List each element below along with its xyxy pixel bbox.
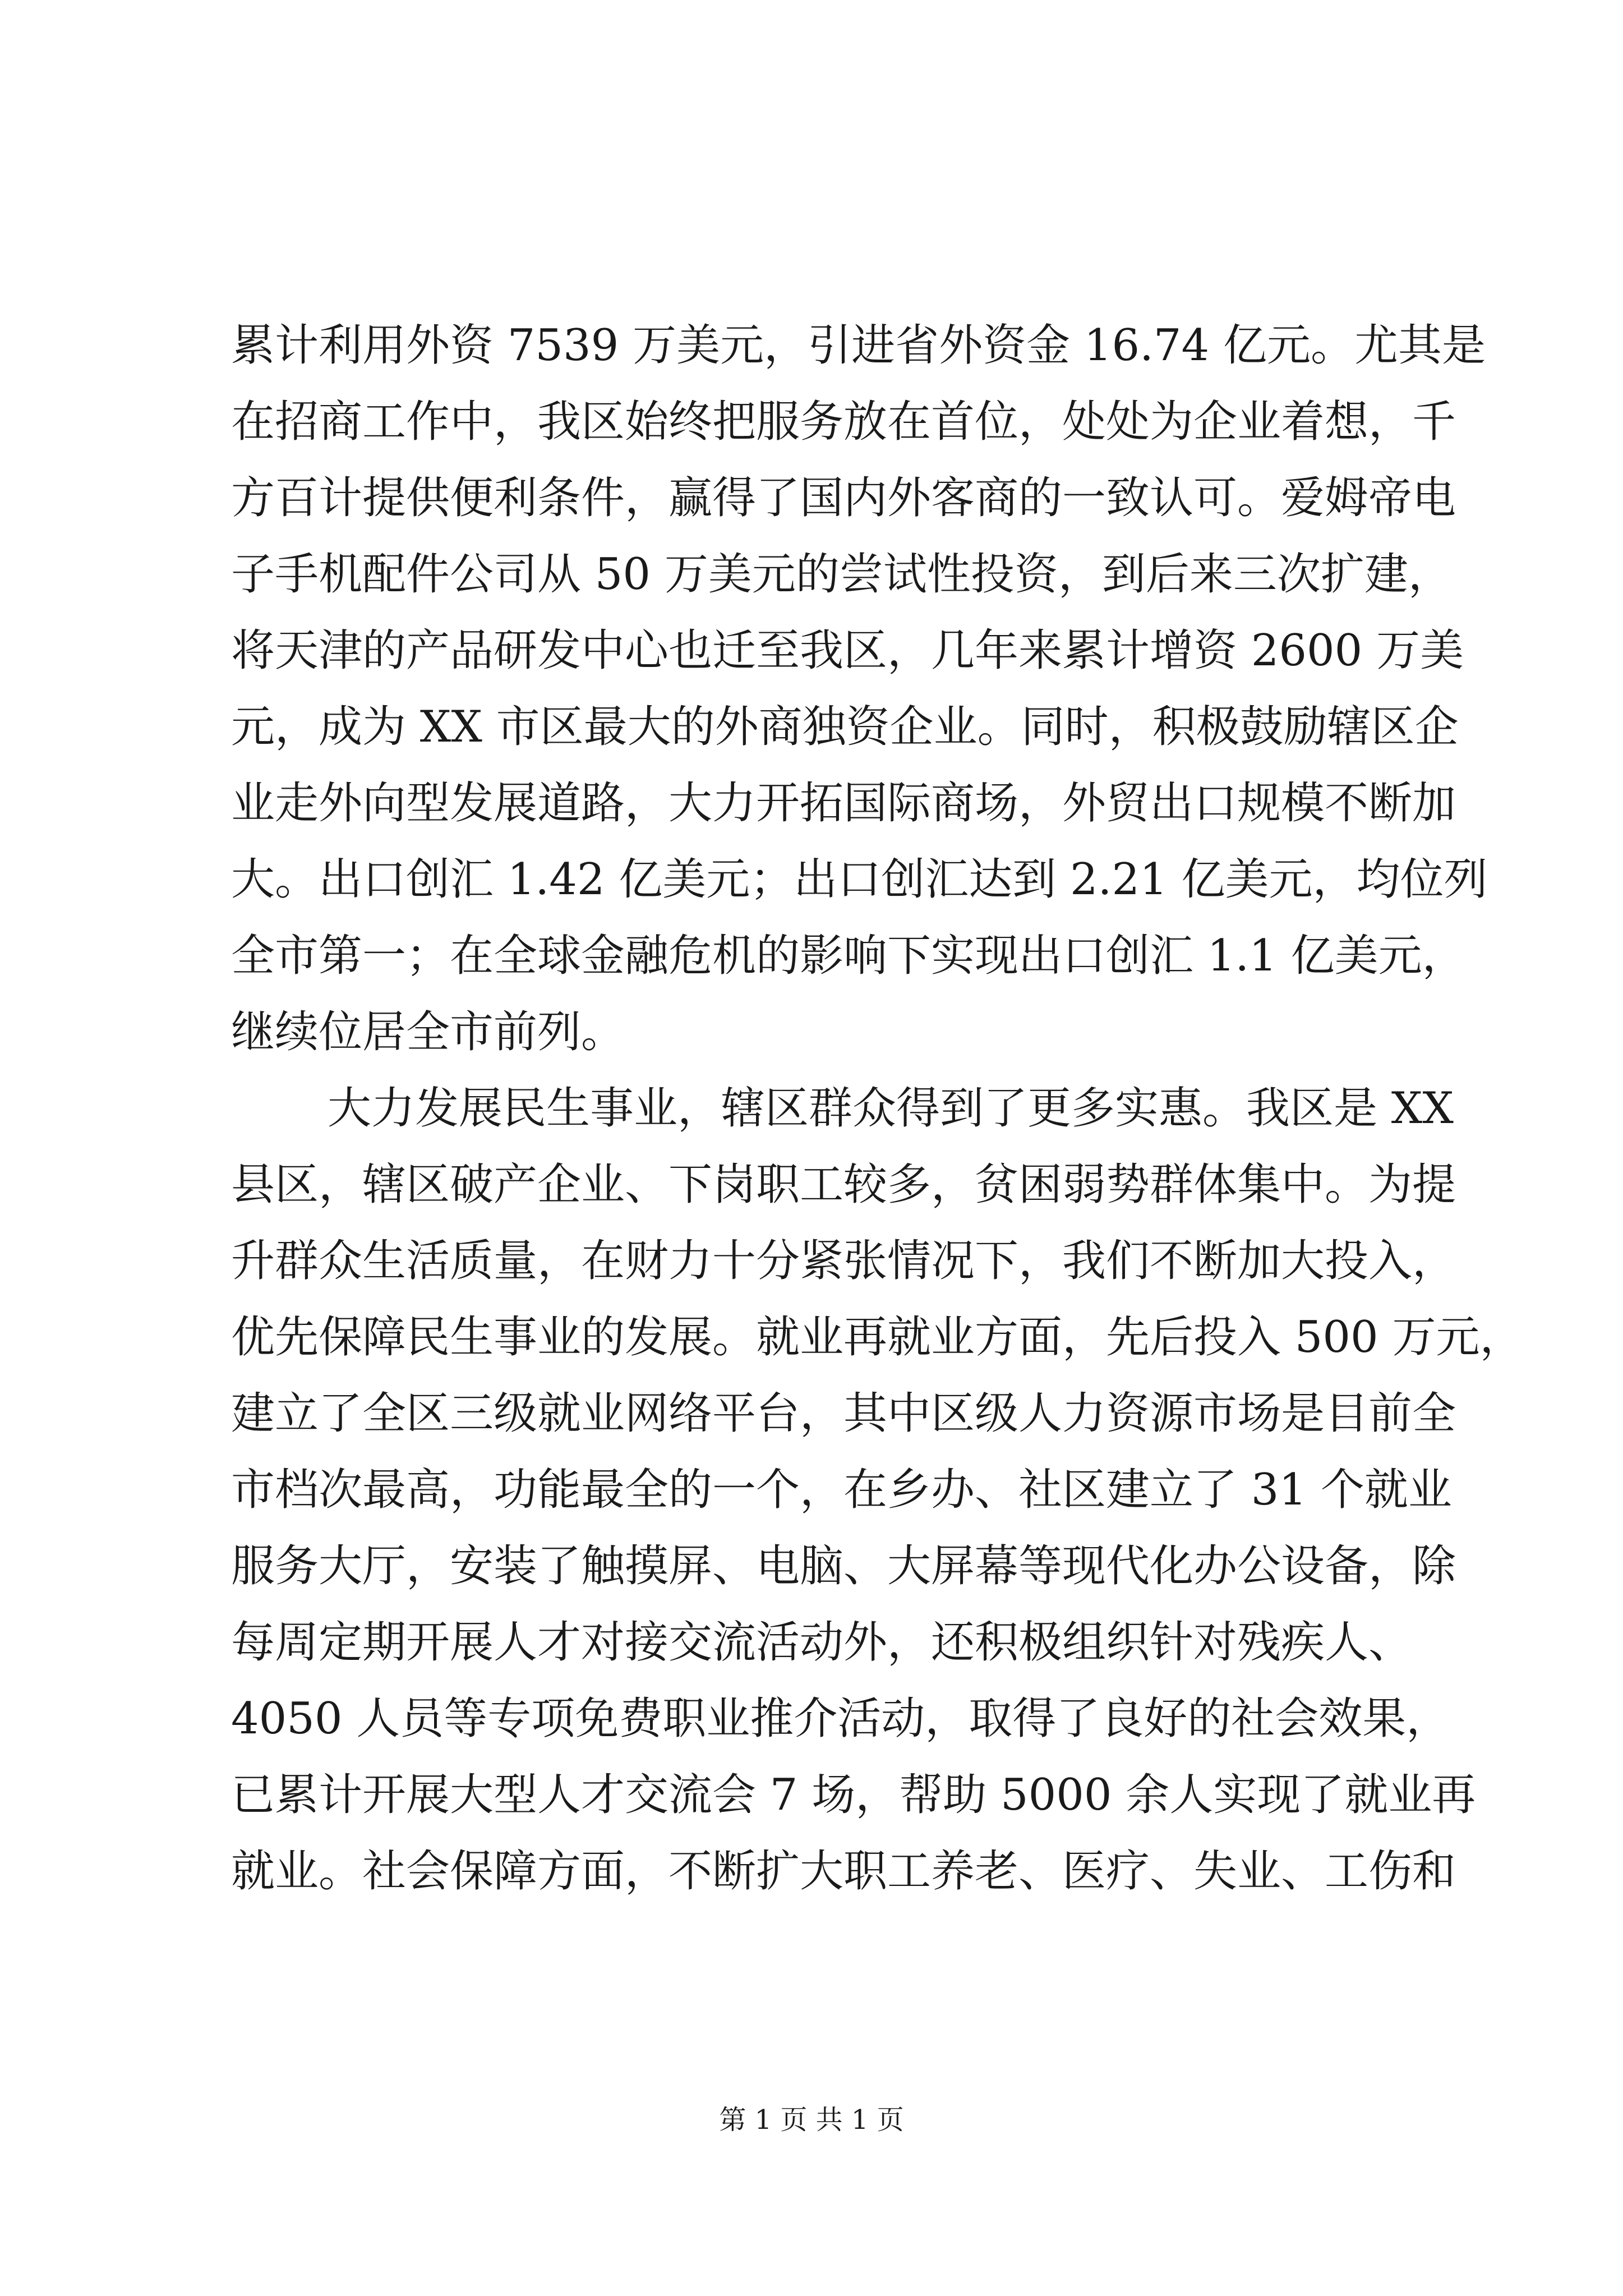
text-line: 业走外向型发展道路，大力开拓国际商场，外贸出口规模不断加 bbox=[231, 778, 1456, 829]
text-line: 大力发展民生事业，辖区群众得到了更多实惠。我区是 XX bbox=[328, 1083, 1454, 1134]
text-line: 累计利用外资 7539 万美元，引进省外资金 16.74 亿元。尤其是 bbox=[231, 320, 1486, 371]
page-footer: 第 1 页 共 1 页 bbox=[719, 2104, 904, 2136]
text-line: 建立了全区三级就业网络平台，其中区级人力资源市场是目前全 bbox=[231, 1388, 1456, 1439]
text-line: 升群众生活质量，在财力十分紧张情况下，我们不断加大投入， bbox=[231, 1236, 1456, 1286]
document-body bbox=[231, 307, 1524, 1910]
paragraph bbox=[231, 307, 1488, 1070]
text-line: 每周定期开展人才对接交流活动外，还积极组织针对残疾人、 bbox=[231, 1617, 1413, 1668]
text-line: 大。出口创汇 1.42 亿美元；出口创汇达到 2.21 亿美元，均位列 bbox=[231, 854, 1488, 905]
text-line: 已累计开展大型人才交流会 7 场，帮助 5000 余人实现了就业再 bbox=[231, 1770, 1476, 1820]
text-line: 在招商工作中，我区始终把服务放在首位，处处为企业着想，千 bbox=[231, 397, 1456, 447]
text-line: 元，成为 XX 市区最大的外商独资企业。同时，积极鼓励辖区企 bbox=[231, 702, 1459, 752]
text-line: 就业。社会保障方面，不断扩大职工养老、医疗、失业、工伤和 bbox=[231, 1846, 1456, 1897]
text-line: 继续位居全市前列。 bbox=[231, 1007, 625, 1057]
text-line: 将天津的产品研发中心也迁至我区，几年来累计增资 2600 万美 bbox=[231, 625, 1464, 676]
paragraph bbox=[231, 1070, 1524, 1910]
text-line: 服务大厅，安装了触摸屏、电脑、大屏幕等现代化办公设备，除 bbox=[231, 1541, 1456, 1591]
text-line: 4050 人员等专项免费职业推介活动，取得了良好的社会效果， bbox=[231, 1694, 1450, 1744]
text-line: 子手机配件公司从 50 万美元的尝试性投资，到后来三次扩建， bbox=[231, 549, 1452, 600]
text-line: 市档次最高，功能最全的一个，在乡办、社区建立了 31 个就业 bbox=[231, 1465, 1452, 1515]
text-line: 全市第一；在全球金融危机的影响下实现出口创汇 1.1 亿美元， bbox=[231, 931, 1466, 981]
text-line: 方百计提供便利条件，赢得了国内外客商的一致认可。爱姆帝电 bbox=[231, 473, 1456, 523]
text-line: 县区，辖区破产企业、下岗职工较多，贫困弱势群体集中。为提 bbox=[231, 1159, 1456, 1210]
text-line: 优先保障民生事业的发展。就业再就业方面，先后投入 500 万元， bbox=[231, 1312, 1524, 1363]
